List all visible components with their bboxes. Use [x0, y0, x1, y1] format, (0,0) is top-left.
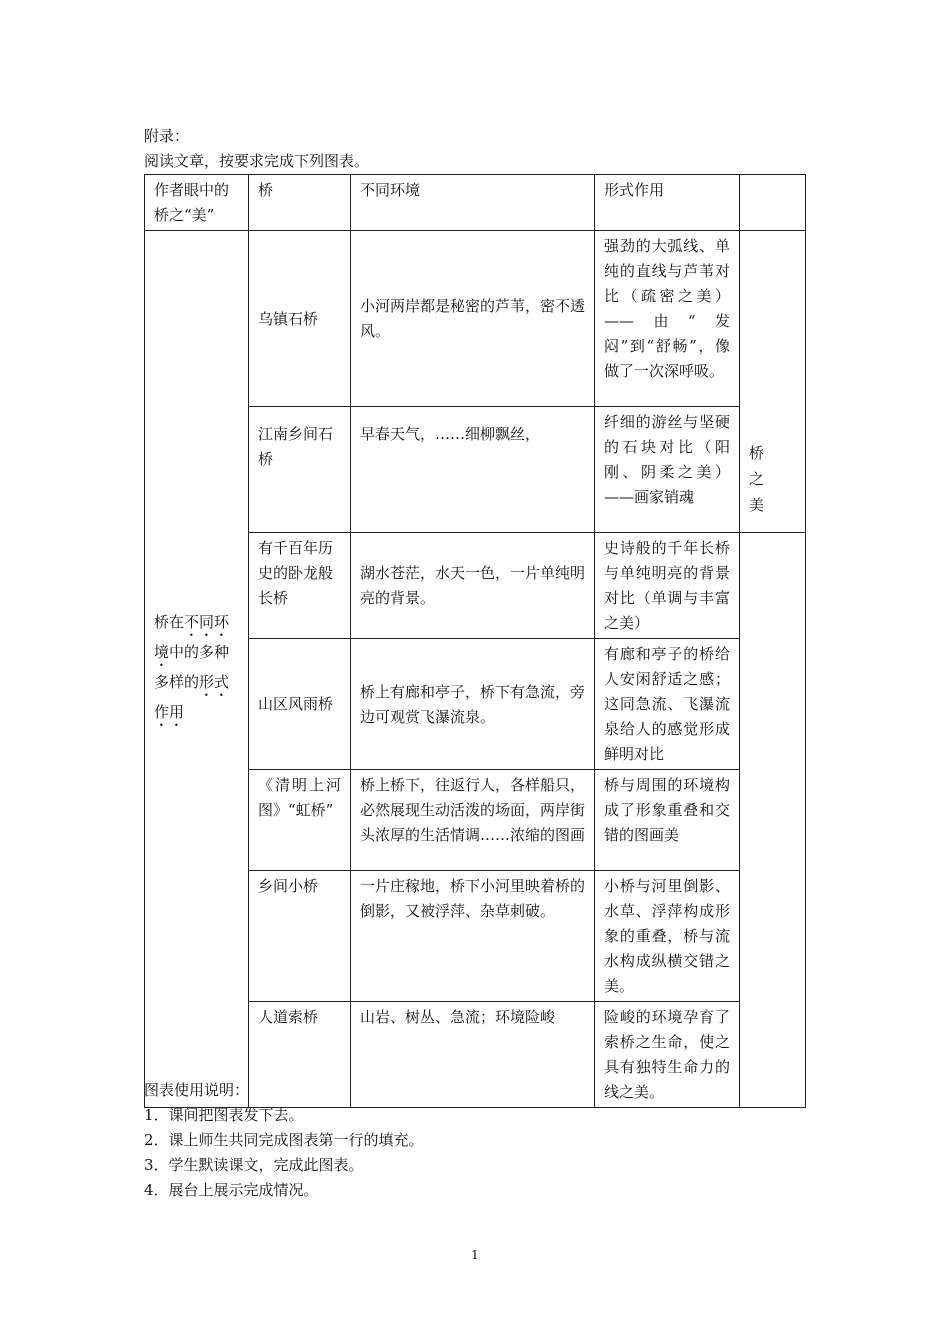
category-emphasis-environment: 不同环境 — [154, 612, 230, 661]
bridge-name: 江南乡间石桥 — [249, 407, 351, 533]
appendix-label: 附录： — [144, 127, 190, 145]
note-item: 1．课间把图表发下去。 — [144, 1106, 304, 1124]
effect-cell: 小桥与河里倒影、水草、浮萍构成形象的重叠，桥与流水构成纵横交错之美。 — [595, 871, 740, 1002]
bridge-beauty-table — [144, 174, 806, 1108]
bridge-name: 乌镇石桥 — [249, 231, 351, 407]
instruction-text: 阅读文章，按要求完成下列图表。 — [144, 152, 370, 170]
environment-cell: 早春天气，……细柳飘丝， — [351, 407, 595, 533]
bridge-name: 《清明上河图》“虹桥” — [249, 770, 351, 871]
effect-cell: 强劲的大弧线、单纯的直线与芦苇对比（疏密之美）——由“发闷”到“舒畅”，像做了一次深呼吸。 — [595, 231, 740, 407]
effect-cell: 有廊和亭子的桥给人安闲舒适之感；这同急流、飞瀑流泉给人的感觉形成鲜明对比 — [595, 639, 740, 770]
summary-text: 桥之美 — [749, 444, 765, 514]
effect-cell: 桥与周围的环境构成了形象重叠和交错的图画美 — [595, 770, 740, 871]
category-prefix: 桥在 — [154, 612, 185, 631]
effect-cell: 史诗般的千年长桥与单纯明亮的背景对比（单调与丰富之美） — [595, 533, 740, 639]
header-blank — [740, 175, 806, 231]
table-row — [145, 231, 806, 407]
bridge-name: 人道索桥 — [249, 1002, 351, 1108]
bridge-name: 乡间小桥 — [249, 871, 351, 1002]
environment-cell: 湖水苍茫，水天一色，一片单纯明亮的背景。 — [351, 533, 595, 639]
note-item: 3．学生默读课文，完成此图表。 — [144, 1156, 364, 1174]
effect-cell: 纤细的游丝与坚硬的石块对比（阳刚、阴柔之美）——画家销魂 — [595, 407, 740, 533]
category-middle: 中的多种多样的 — [154, 642, 230, 691]
notes-title: 图表使用说明： — [144, 1081, 250, 1099]
header-beauty: 作者眼中的桥之“美” — [145, 175, 249, 231]
summary-blank-cell — [740, 533, 806, 1108]
page-number: 1 — [471, 1248, 479, 1262]
note-item: 4．展台上展示完成情况。 — [144, 1181, 319, 1199]
header-environment: 不同环境 — [351, 175, 595, 231]
category-cell — [145, 231, 249, 1108]
note-item: 2．课上师生共同完成图表第一行的填充。 — [144, 1131, 424, 1149]
effect-cell: 险峻的环境孕育了索桥之生命，使之具有独特生命力的线之美。 — [595, 1002, 740, 1108]
bridge-name: 山区风雨桥 — [249, 639, 351, 770]
environment-cell: 桥上桥下，往返行人，各样船只，必然展现生动活泼的场面，两岸街头浓厚的生活情调……浓缩的图画 — [351, 770, 595, 871]
bridge-name: 有千百年历史的卧龙般长桥 — [249, 533, 351, 639]
category-emphasis-form: 形式作用 — [154, 672, 230, 721]
environment-cell: 桥上有廊和亭子，桥下有急流，旁边可观赏飞瀑流泉。 — [351, 639, 595, 770]
table-header-row — [145, 175, 806, 231]
environment-cell: 山岩、树丛、急流；环境险峻 — [351, 1002, 595, 1108]
summary-cell — [740, 231, 806, 533]
environment-cell: 一片庄稼地，桥下小河里映着桥的倒影，又被浮萍、杂草刺破。 — [351, 871, 595, 1002]
environment-cell: 小河两岸都是秘密的芦苇，密不透风。 — [351, 231, 595, 407]
header-bridge: 桥 — [249, 175, 351, 231]
header-effect: 形式作用 — [595, 175, 740, 231]
